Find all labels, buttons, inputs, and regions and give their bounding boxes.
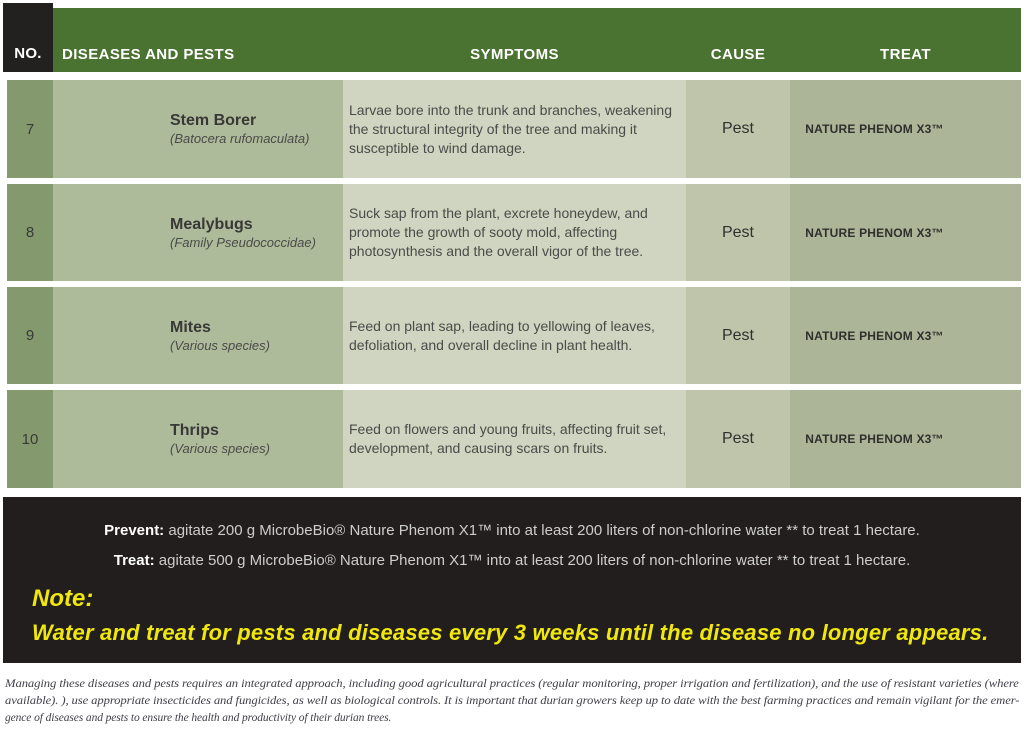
treat-cell: [790, 184, 1021, 281]
symptoms-text: Feed on flowers and young fruits, affecting fruit set, development, and causing scars on fruits.: [349, 421, 667, 456]
symptoms-cell: [343, 80, 686, 178]
column-header-diseases-and-pests: DISEASES AND PESTS: [62, 46, 235, 63]
table-row: [7, 80, 1021, 178]
symptoms-cell: [343, 287, 686, 384]
no-column-header: [3, 3, 53, 72]
pest-scientific-name: (Batocera rufomaculata): [170, 131, 310, 146]
instruction-band: [3, 497, 1021, 663]
footer-line: gence of diseases and pests to ensure the health and productivity of their durian trees.: [5, 712, 392, 724]
row-number: 7: [7, 80, 53, 178]
treat-cell: [790, 287, 1021, 384]
pest-scientific-name: (Various species): [170, 337, 270, 353]
prevent-label: Prevent:: [104, 522, 165, 539]
column-header-cause: CAUSE: [710, 46, 766, 63]
row-number: 9: [7, 287, 53, 384]
pest-name: Stem Borer: [170, 112, 257, 129]
cause-cell: Pest: [686, 390, 790, 488]
cause-cell: Pest: [686, 80, 790, 178]
footer-line: Managing these diseases and pests requires an integrated approach, including good agricultural practices (regular monitoring, proper irrigation and fertilization), and the use of resistant varieties (where: [5, 678, 1019, 690]
column-header-symptoms: SYMPTOMS: [470, 46, 559, 63]
prevent-instruction: [3, 516, 1021, 546]
table-header-bar: [53, 8, 1021, 72]
treat-cell: [790, 390, 1021, 488]
table-row: [7, 184, 1021, 281]
table-row: [7, 287, 1021, 384]
cause-cell: Pest: [686, 184, 790, 281]
treat-product: NATURE PHENOM X3™: [805, 328, 944, 343]
treat-text: agitate 500 g MicrobeBio® Nature Phenom X1™ into at least 200 liters of non-chlorine water ** to treat 1 hectare.: [154, 552, 911, 569]
symptoms-cell: [343, 184, 686, 281]
pest-name: Mites: [170, 318, 211, 336]
symptoms-text: Feed on plant sap, leading to yellowing of leaves, defoliation, and overall decline in plant health.: [349, 317, 655, 353]
treat-product: NATURE PHENOM X3™: [805, 225, 944, 240]
pest-name: Mealybugs: [170, 215, 253, 233]
column-header-treat: TREAT: [880, 46, 931, 63]
symptoms-text: Suck sap from the plant, excrete honeydew, and promote the growth of sooty mold, affecting photosynthesis and the overall vigor of the tree.: [349, 205, 648, 259]
note-label: Note:: [32, 585, 94, 612]
row-number: 10: [7, 390, 53, 488]
treat-product: NATURE PHENOM X3™: [805, 122, 944, 136]
pest-name-cell: [53, 184, 343, 281]
treat-instruction: [3, 546, 1021, 576]
footer-fine-print: [5, 676, 1019, 727]
treat-cell: [790, 80, 1021, 178]
treat-product: NATURE PHENOM X3™: [805, 432, 944, 446]
row-number: 8: [7, 184, 53, 281]
pest-name: Thrips: [170, 422, 219, 439]
cause-cell: Pest: [686, 287, 790, 384]
pest-name-cell: [53, 287, 343, 384]
note-text: Water and treat for pests and diseases every 3 weeks until the disease no longer appears.: [32, 620, 989, 645]
treat-label: Treat:: [113, 552, 155, 569]
no-header-label: NO.: [14, 45, 42, 62]
pest-name-cell: [53, 80, 343, 178]
pest-scientific-name: (Various species): [170, 441, 270, 456]
table-row: [7, 390, 1021, 488]
symptoms-cell: [343, 390, 686, 488]
footer-line: available). ), use appropriate insecticides and fungicides, as well as biological controls. It is important that durian growers keep up to date with the best farming practices and remain vigilant for the emer-: [5, 695, 1020, 707]
prevent-text: agitate 200 g MicrobeBio® Nature Phenom X1™ into at least 200 liters of non-chlorine water ** to treat 1 hectare.: [164, 522, 920, 539]
symptoms-text: Larvae bore into the trunk and branches, weakening the structural integrity of the tree and making it susceptible to wind damage.: [349, 101, 672, 156]
pest-name-cell: [53, 390, 343, 488]
pest-scientific-name: (Family Pseudococcidae): [170, 234, 316, 250]
